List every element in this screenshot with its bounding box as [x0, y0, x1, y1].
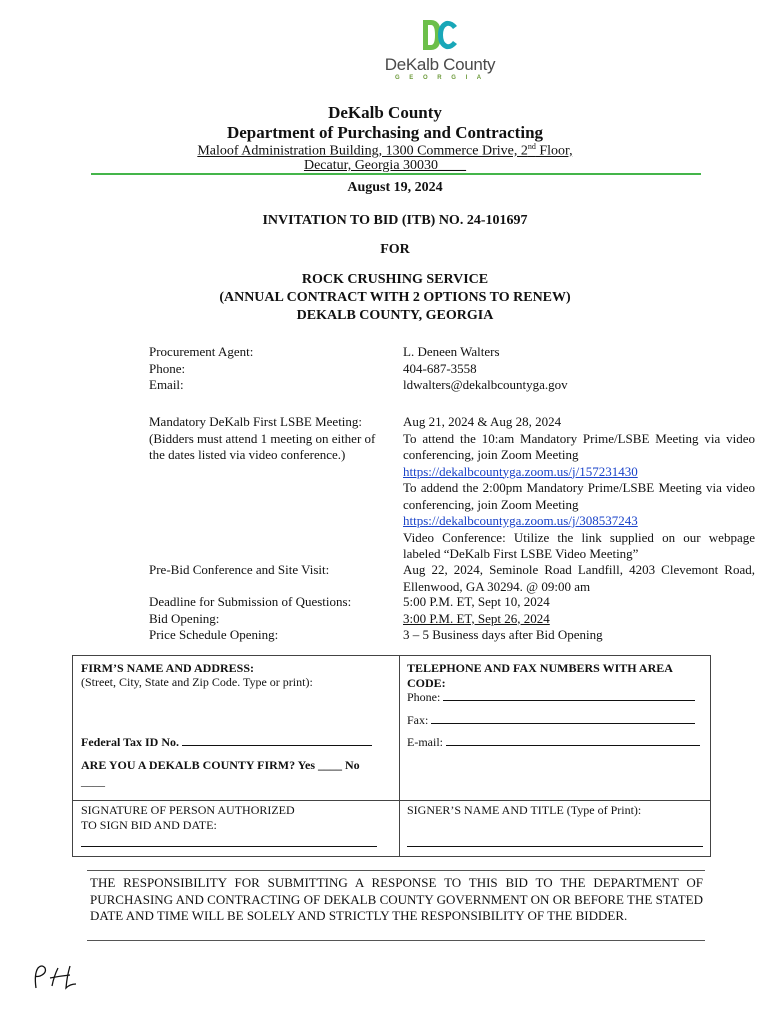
address-line-1: Maloof Administration Building, 1300 Commerce Drive, 2nd Floor,: [197, 142, 573, 159]
phone-label: Phone:: [149, 360, 186, 376]
questions-label: Deadline for Submission of Questions:: [149, 594, 352, 609]
tax-id-input-line[interactable]: [182, 735, 372, 746]
prebid-value: Aug 22, 2024, Seminole Road Landfill, 4203 Clevemont Road, Ellenwood, GA 30294. @ 09:00 am: [403, 562, 755, 594]
signer-name-input-line[interactable]: [407, 846, 703, 847]
meeting-label: Mandatory DeKalb First LSBE Meeting:: [149, 414, 363, 429]
tax-id-field[interactable]: [81, 735, 372, 750]
email-field[interactable]: [407, 735, 700, 750]
signature-label-1: SIGNATURE OF PERSON AUTHORIZED: [81, 803, 295, 817]
meeting-details: [403, 414, 755, 563]
meeting-desc-1: To attend the 10:am Mandatory Prime/LSBE Meeting via video conferencing, join Zoom Meeting: [403, 430, 755, 462]
telephone-title: [407, 661, 673, 691]
dc-logo-mark-icon: [421, 18, 459, 52]
issue-date: August 19, 2024: [347, 180, 443, 195]
questions-deadline: 5:00 P.M. ET, Sept 10, 2024: [403, 594, 550, 609]
address-line-2: Decatur, Georgia 30030____: [303, 158, 467, 173]
form-row-divider: [73, 800, 710, 801]
department-title: Department of Purchasing and Contracting: [226, 123, 544, 142]
meeting-note-2: the dates listed via video conference.): [149, 447, 346, 462]
meeting-dates: Aug 21, 2024 & Aug 28, 2024: [403, 414, 562, 429]
zoom-link-1[interactable]: https://dekalbcountyga.zoom.us/j/157231430: [403, 463, 638, 479]
firm-name-hint: (Street, City, State and Zip Code. Type or print):: [81, 675, 313, 689]
responsibility-statement: THE RESPONSIBILITY FOR SUBMITTING A RESPONSE TO THIS BID TO THE DEPARTMENT OF PURCHASING AND CONTRACTING OF DEKALB COUNTY GOVERNMENT ON OR BEFORE THE STATED DATE AND TIME WILL BE SOLELY AND STRICTLY THE RESPONSIBILITY OF THE BIDDER.: [90, 875, 703, 923]
contact-labels: [149, 344, 394, 394]
project-title: ROCK CRUSHING SERVICE: [301, 272, 489, 287]
meeting-desc-3: Video Conference: Utilize the link supplied on our webpage labeled “DeKalb First LSBE Video Meeting”: [403, 529, 755, 561]
deadline-values: [403, 594, 755, 644]
logo-subtitle: G E O R G I A: [394, 75, 486, 81]
meeting-labels: [149, 414, 394, 464]
itb-number: INVITATION TO BID (ITB) NO. 24-101697: [262, 213, 528, 228]
signature-input-line[interactable]: [81, 846, 377, 847]
form-column-divider: [399, 656, 400, 856]
dekalb-firm-question[interactable]: ARE YOU A DEKALB COUNTY FIRM? Yes ____ No: [81, 758, 360, 772]
logo-name: DeKalb County: [384, 55, 496, 74]
responsibility-rule-bottom: [87, 940, 705, 941]
meeting-desc-2: To addend the 2:00pm Mandatory Prime/LSBE Meeting via video conferencing, join Zoom Meeting: [403, 480, 755, 512]
fax-input-line[interactable]: [431, 713, 695, 724]
handwritten-initials: [30, 962, 86, 990]
contact-values: [403, 344, 755, 394]
firm-name-title: FIRM’S NAME AND ADDRESS:: [81, 661, 255, 675]
project-contract-term: (ANNUAL CONTRACT WITH 2 OPTIONS TO RENEW): [219, 290, 571, 305]
dekalb-firm-blank[interactable]: ____: [81, 774, 105, 788]
bid-opening-label: Bid Opening:: [149, 610, 220, 626]
meeting-note-1: (Bidders must attend 1 meeting on either of: [149, 430, 376, 446]
fax-field-label: Fax:: [407, 713, 429, 727]
prebid-label: Pre-Bid Conference and Site Visit:: [149, 562, 330, 577]
for-label: FOR: [380, 242, 410, 257]
agent-phone: 404-687-3558: [403, 360, 477, 376]
phone-field[interactable]: [407, 690, 695, 705]
zoom-link-2[interactable]: https://dekalbcountyga.zoom.us/j/308537243: [403, 513, 638, 528]
phone-field-label: Phone:: [407, 690, 441, 704]
tax-id-label: Federal Tax ID No.: [81, 735, 180, 749]
email-input-line[interactable]: [446, 735, 700, 746]
email-label: Email:: [149, 377, 184, 392]
bidder-info-form: [72, 655, 711, 857]
price-opening-label: Price Schedule Opening:: [149, 627, 279, 642]
price-opening-date: 3 – 5 Business days after Bid Opening: [403, 627, 603, 642]
fax-field[interactable]: [407, 713, 695, 728]
county-title: DeKalb County: [328, 103, 442, 122]
deadline-labels: [149, 594, 394, 644]
responsibility-rule-top: [87, 870, 705, 871]
agent-email[interactable]: ldwalters@dekalbcountyga.gov: [403, 377, 568, 392]
bid-opening-date: 3:00 P.M. ET, Sept 26, 2024: [403, 610, 550, 626]
header-rule: [91, 173, 701, 175]
signature-label-2: TO SIGN BID AND DATE:: [81, 818, 217, 832]
phone-input-line[interactable]: [443, 690, 695, 701]
agent-name: L. Deneen Walters: [403, 344, 500, 359]
telephone-title-line2: CODE:: [407, 676, 446, 690]
telephone-title-line1: TELEPHONE AND FAX NUMBERS WITH AREA: [407, 661, 673, 675]
agent-label: Procurement Agent:: [149, 344, 254, 359]
project-location: DEKALB COUNTY, GEORGIA: [296, 308, 494, 323]
signer-name-label: SIGNER’S NAME AND TITLE (Type of Print):: [407, 803, 642, 817]
email-field-label: E-mail:: [407, 735, 443, 749]
dekalb-county-logo: [380, 18, 500, 88]
